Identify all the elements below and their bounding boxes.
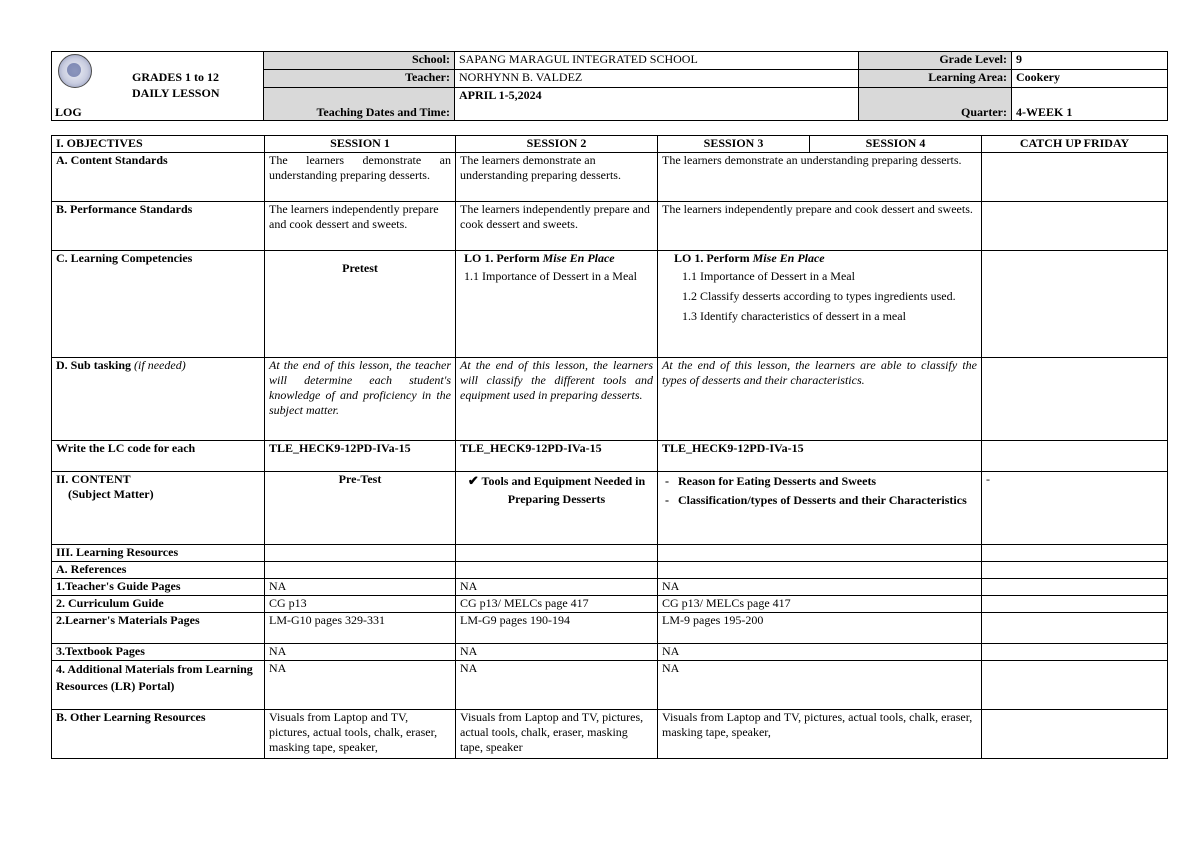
- subject-matter-label: (Subject Matter): [68, 487, 154, 501]
- additional-materials-s1: NA: [265, 661, 456, 710]
- additional-materials-s34: NA: [658, 661, 982, 710]
- empty-cell: [982, 613, 1168, 644]
- content-s2-text: Tools and Equipment Needed in Preparing Desserts: [481, 474, 646, 506]
- learning-resources-row: [52, 545, 1168, 562]
- content-catchup: -: [982, 472, 1168, 545]
- lc-code-catchup: [982, 441, 1168, 472]
- list-item: - Reason for Eating Desserts and Sweets: [662, 472, 977, 491]
- competencies-row: [52, 251, 1168, 358]
- lo-label: LO 1. Perform: [674, 251, 753, 265]
- empty-cell: [658, 562, 982, 579]
- curriculum-guide-label: 2. Curriculum Guide: [52, 596, 265, 613]
- performance-standards-s1: The learners independently prepare and cook dessert and sweets.: [265, 202, 456, 251]
- content-s34-list: [662, 472, 977, 510]
- grades-label: GRADES 1 to 12: [132, 70, 220, 84]
- competencies-s2-title: [460, 251, 653, 266]
- session-3-header: SESSION 3: [658, 136, 810, 153]
- references-label: A. References: [52, 562, 265, 579]
- session-4-header: SESSION 4: [810, 136, 982, 153]
- performance-standards-s2: The learners independently prepare and cook dessert and sweets.: [456, 202, 658, 251]
- grade-level-value: 9: [1012, 52, 1168, 70]
- learning-area-value: Cookery: [1012, 70, 1168, 88]
- lc-code-s1: TLE_HECK9-12PD-IVa-15: [265, 441, 456, 472]
- empty-cell: [982, 562, 1168, 579]
- subtasking-catchup: [982, 358, 1168, 441]
- competencies-s34-title: [662, 251, 977, 266]
- lc-code-label: Write the LC code for each: [52, 441, 265, 472]
- other-resources-s34: Visuals from Laptop and TV, pictures, actual tools, chalk, eraser, masking tape, speaker,: [658, 710, 982, 759]
- mise-en-place-label: Mise En Place: [752, 251, 825, 265]
- learners-materials-label: 2.Learner's Materials Pages: [52, 613, 265, 644]
- teachers-guide-row: [52, 579, 1168, 596]
- content-label: [52, 472, 265, 545]
- empty-cell: [982, 579, 1168, 596]
- teacher-value: NORHYNN B. VALDEZ: [455, 70, 859, 88]
- learning-resources-label: III. Learning Resources: [52, 545, 265, 562]
- other-resources-label: B. Other Learning Resources: [52, 710, 265, 759]
- header-table: [51, 51, 1168, 121]
- additional-materials-row: [52, 661, 1168, 710]
- competencies-s2: [456, 251, 658, 358]
- performance-standards-catchup: [982, 202, 1168, 251]
- learners-materials-row: [52, 613, 1168, 644]
- additional-materials-s2: NA: [456, 661, 658, 710]
- learners-materials-s2: LM-G9 pages 190-194: [456, 613, 658, 644]
- learning-area-label: Learning Area:: [859, 70, 1012, 88]
- content-standards-catchup: [982, 153, 1168, 202]
- dll-title: [132, 69, 219, 101]
- performance-standards-label: B. Performance Standards: [52, 202, 265, 251]
- session-1-header: SESSION 1: [265, 136, 456, 153]
- teachers-guide-s1: NA: [265, 579, 456, 596]
- mise-en-place-label: Mise En Place: [542, 251, 615, 265]
- school-value: SAPANG MARAGUL INTEGRATED SCHOOL: [455, 52, 859, 70]
- learners-materials-s1: LM-G10 pages 329-331: [265, 613, 456, 644]
- subtasking-label: [52, 358, 265, 441]
- performance-standards-s34: The learners independently prepare and cook dessert and sweets.: [658, 202, 982, 251]
- curriculum-guide-s1: CG p13: [265, 596, 456, 613]
- textbook-s2: NA: [456, 644, 658, 661]
- subtasking-s1: At the end of this lesson, the teacher will determine each student's knowledge of and proficiency in the subject matter.: [265, 358, 456, 441]
- content-standards-label: A. Content Standards: [52, 153, 265, 202]
- textbook-label: 3.Textbook Pages: [52, 644, 265, 661]
- teacher-label: Teacher:: [264, 70, 455, 88]
- competencies-label: C. Learning Competencies: [52, 251, 265, 358]
- content-s2: [456, 472, 658, 545]
- teachers-guide-label: 1.Teacher's Guide Pages: [52, 579, 265, 596]
- subtasking-text: D. Sub tasking: [56, 358, 135, 372]
- grade-level-label: Grade Level:: [859, 52, 1012, 70]
- if-needed-text: (if needed): [134, 358, 186, 372]
- checkmark-icon: ✔: [467, 473, 479, 488]
- other-resources-s1: Visuals from Laptop and TV, pictures, actual tools, chalk, eraser, masking tape, speaker,: [265, 710, 456, 759]
- references-row: [52, 562, 1168, 579]
- empty-cell: [982, 545, 1168, 562]
- content-row: [52, 472, 1168, 545]
- quarter-label: Quarter:: [859, 88, 1012, 121]
- curriculum-guide-row: [52, 596, 1168, 613]
- content-s1: Pre-Test: [265, 472, 456, 545]
- objectives-header: I. OBJECTIVES: [52, 136, 265, 153]
- performance-standards-row: [52, 202, 1168, 251]
- teachers-guide-s34: NA: [658, 579, 982, 596]
- curriculum-guide-s2: CG p13/ MELCs page 417: [456, 596, 658, 613]
- list-item: - Classification/types of Desserts and their Characteristics: [662, 491, 977, 510]
- empty-cell: [982, 596, 1168, 613]
- competencies-s34-list: [662, 266, 977, 326]
- quarter-value: 4-WEEK 1: [1012, 88, 1168, 121]
- empty-cell: [265, 545, 456, 562]
- additional-materials-label: 4. Additional Materials from Learning Resources (LR) Portal): [52, 661, 265, 710]
- textbook-s1: NA: [265, 644, 456, 661]
- lesson-log-table: [51, 135, 1168, 759]
- other-resources-s2: Visuals from Laptop and TV, pictures, actual tools, chalk, eraser, masking tape, speaker: [456, 710, 658, 759]
- competencies-catchup: [982, 251, 1168, 358]
- teachers-guide-s2: NA: [456, 579, 658, 596]
- teaching-dates-label: Teaching Dates and Time:: [264, 88, 455, 121]
- header-row: [52, 136, 1168, 153]
- competencies-s34: [658, 251, 982, 358]
- textbook-s34: NA: [658, 644, 982, 661]
- empty-cell: [456, 562, 658, 579]
- list-item: 1.3 Identify characteristics of dessert in a meal: [682, 309, 906, 323]
- school-label: School:: [264, 52, 455, 70]
- daily-lesson-label: DAILY LESSON: [132, 86, 220, 100]
- empty-cell: [456, 545, 658, 562]
- session-2-header: SESSION 2: [456, 136, 658, 153]
- subtasking-s2: At the end of this lesson, the learners will classify the different tools and equipment used in preparing desserts.: [456, 358, 658, 441]
- catch-up-friday-header: CATCH UP FRIDAY: [982, 136, 1168, 153]
- textbook-row: [52, 644, 1168, 661]
- content-standards-s34: The learners demonstrate an understanding preparing desserts.: [658, 153, 982, 202]
- lo-label: LO 1. Perform: [464, 251, 543, 265]
- other-resources-row: [52, 710, 1168, 759]
- empty-cell: [265, 562, 456, 579]
- empty-cell: [658, 545, 982, 562]
- subtasking-s34: At the end of this lesson, the learners are able to classify the types of desserts and their characteristics.: [658, 358, 982, 441]
- content-standards-s1: The learners demonstrate an understanding preparing desserts.: [265, 153, 456, 202]
- empty-cell: [982, 644, 1168, 661]
- empty-cell: [982, 661, 1168, 710]
- log-label: LOG: [55, 105, 82, 119]
- empty-cell: [982, 710, 1168, 759]
- list-item: 1.1 Importance of Dessert in a Meal: [682, 269, 855, 283]
- teaching-dates-value: APRIL 1-5,2024: [455, 88, 859, 121]
- learners-materials-s34: LM-9 pages 195-200: [658, 613, 982, 644]
- curriculum-guide-s34: CG p13/ MELCs page 417: [658, 596, 982, 613]
- deped-seal-icon: [58, 54, 92, 88]
- competencies-s1: Pretest: [265, 251, 456, 358]
- list-item: 1.2 Classify desserts according to types ingredients used.: [682, 289, 956, 303]
- content-s34: [658, 472, 982, 545]
- lc-code-s2: TLE_HECK9-12PD-IVa-15: [456, 441, 658, 472]
- lc-code-row: [52, 441, 1168, 472]
- subtasking-row: [52, 358, 1168, 441]
- content-title: II. CONTENT: [56, 472, 131, 486]
- content-standards-s2: The learners demonstrate an understanding preparing desserts.: [456, 153, 658, 202]
- competencies-s2-item: 1.1 Importance of Dessert in a Meal: [464, 269, 637, 283]
- content-standards-row: [52, 153, 1168, 202]
- header-title-cell: [52, 52, 264, 121]
- lc-code-s34: TLE_HECK9-12PD-IVa-15: [658, 441, 982, 472]
